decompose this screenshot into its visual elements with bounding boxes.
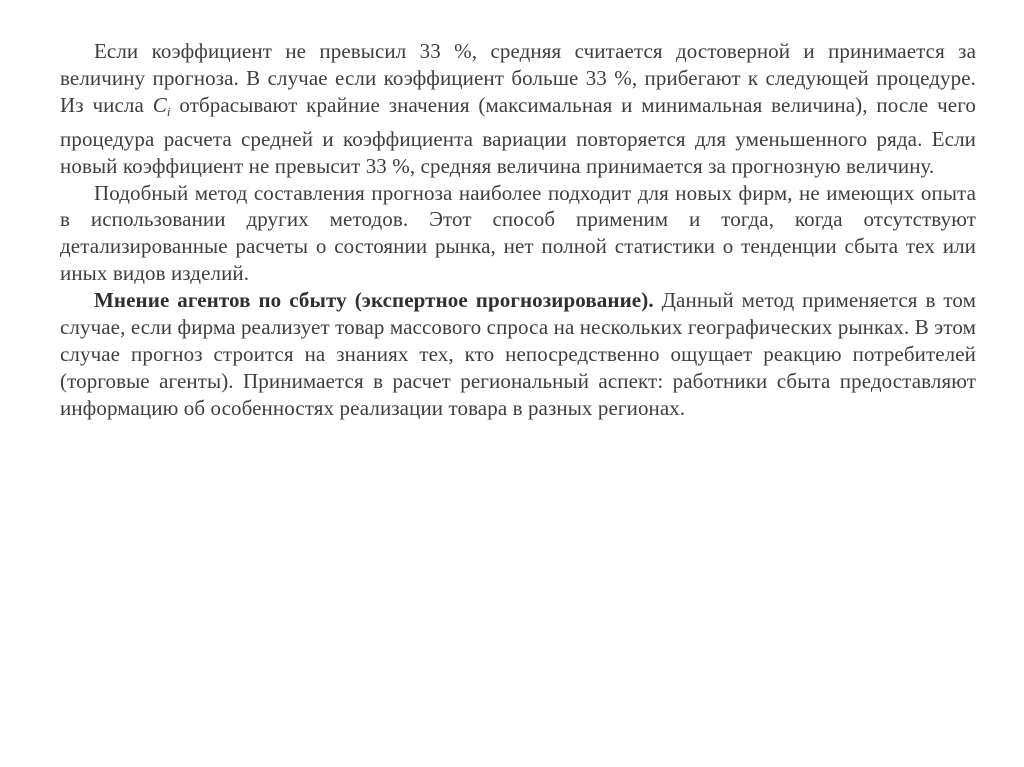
- paragraph-1-part-1: Если коэффициент не превысил 33 %, средняя считается достоверной и принимается за величину прогноза. В случае если коэффициент больше 33 %, прибегают к следующей процедуре. Из числа: [60, 39, 976, 117]
- paragraph-3-body: Данный метод применяется в том случае, если фирма реализует товар массового спроса на нескольких географических рынках. В этом случае прогноз строится на знаниях тех, кто непосредственно ощущает реакцию потребителей (торговые агенты). Принимается в расчет региональный аспект: работники сбыта предоставляют информацию об особенностях реализации товара в разных регионах.: [60, 288, 976, 420]
- variable-subscript-i: i: [166, 103, 171, 119]
- cut-off-next-line: [60, 604, 976, 612]
- text-block: [60, 38, 976, 422]
- variable-c: C: [152, 92, 167, 117]
- paragraph-1-part-2: отбрасывают крайние значения (максимальная и минимальная величина), после чего процедура расчета средней и коэффициента вариации повторяется для уменьшенного ряда. Если новый коэффициент не превысит 33 %, средняя величина принимается за прогнозную величину.: [60, 92, 976, 178]
- paragraph-method-applicability: Подобный метод составления прогноза наиболее подходит для новых фирм, не имеющих опыта в использовании других методов. Этот способ применим и тогда, когда отсутствуют детализированные расчеты о состоянии рынка, нет полной статистики о тенденции сбыта тех или иных видов изделий.: [60, 180, 976, 286]
- paragraph-sales-agents-opinion: [60, 287, 976, 422]
- paragraph-coefficient-rule: [60, 38, 976, 180]
- paragraph-3-heading: Мнение агентов по сбыту (экспертное прогнозирование).: [94, 288, 654, 313]
